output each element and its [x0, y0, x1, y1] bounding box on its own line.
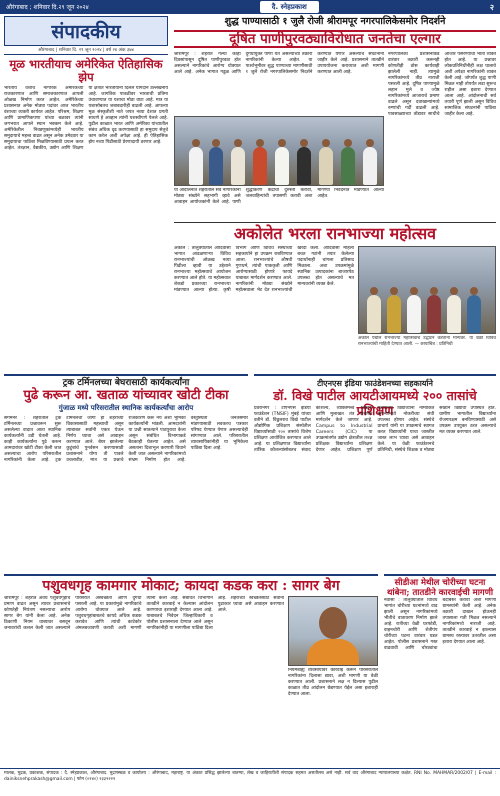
top-story-body-bottom: या आंदोलनात शहरातील सर्व नागरिकांनी मोठ्या संख्येने सहभागी व्हावे असे आवाहन आयोजकांनी केले आहे. पाणी शुद्धीकरण केंद्राची दुरुस्ती करावी, जलवाहिन्यांची तपासणी करावी अशा मागण्या निवेदनात मांडण्यात आल्या आहेत.: [174, 188, 384, 205]
top-story-photo: [174, 116, 384, 186]
top-story-body: श्रीरामपूर : शहरात गेल्या काही दिवसांपासून दूषित पाणीपुरवठा होत असल्याने नागरिकांचे आरोग्य धोक्यात आले आहे. अनेक भागात गढूळ आणि दुर्गंधीयुक्त पाणी येत असल्याच्या तक्रारी नागरिकांनी केल्या आहेत. या पार्श्वभूमीवर शुद्ध पाण्याच्या मागणीसाठी १ जुलै रोजी नगरपालिकेसमोर निदर्शने करण्यात येणार असल्याचे संघटनांनी जाहीर केले आहे. प्रशासनाने तातडीने उपाययोजना कराव्यात अशी मागणी करण्यात आली आहे.: [174, 52, 384, 75]
top-bar: [0, 0, 500, 14]
seedi-story-headline: सीडीआ मेथील चोरीच्या घटना थांबेना; तातडीने कारवाईची मागणी: [384, 574, 496, 598]
truck-story-headline: पुढे करून आ. खताळ यांच्यावर खोटी टीका: [23, 388, 229, 403]
akola-body: अकोले : तालुक्यातील आदिवासी भागात आढळणाऱ्या विविध रानभाज्यांची ओळख नव्या पिढीला व्हावी या उद्देशाने रानभाज्या महोत्सवाचे आयोजन करण्यात आले होते. या महोत्सवात शेकडो प्रकारच्या रानभाज्या मांडण्यात आल्या होत्या. कृषी विभाग आणि विविध संस्थांच्या सहकार्याने हा उपक्रम राबविण्यात आला. रानभाज्यांचे औषधी गुणधर्म, त्यांची पाककृती आणि आरोग्यासाठी होणारे फायदे याबाबत मार्गदर्शन करण्यात आले. नागरिकांनी मोठ्या संख्येने महोत्सवाला भेट देत रानभाज्यांची खरेदी केली. आदिवासी महिला बचत गटांनी तयार केलेल्या पदार्थांनाही चांगला प्रतिसाद मिळाला. अशा उपक्रमांमुळे स्थानिक उत्पादकांना बाजारपेठ उपलब्ध होत असल्याचे मत मान्यवरांनी व्यक्त केले.: [174, 246, 354, 293]
editorial-meta: औरंगाबाद | शनिवार दि. २९ जून २०२४ | वर्ष २४ अंक ३७४: [4, 47, 168, 55]
editorial-masthead: संपादकीय: [4, 16, 168, 46]
pashu-story-portrait: [288, 596, 378, 666]
editorial-body: भारतीय वंशाचे नागरिक अमेरिकेच्या राजकारणात आणि समाजकारणात आपली ओळख निर्माण करत आहेत. अमेरिकेच्या प्रशासनात अनेक मोठ्या पदांवर आज भारतीय वंशाच्या व्यक्ती कार्यरत आहेत. परिश्रम, शिक्षण आणि प्रामाणिकपणा यांच्या बळावर त्यांनी जगभरात आपले स्थान भक्कम केले आहे. अमेरिकेतील निवडणुकांमध्येही भारतीय समुदायाचे महत्त्व वाढत असून अनेक उमेदवार या समुदायाचा पाठिंबा मिळविण्यासाठी प्रयत्न करत आहेत. तंत्रज्ञान, वैद्यकीय, उद्योग आणि शिक्षण या क्षेत्रांत भारतीयांनी दिलेले योगदान उल्लेखनीय आहे. जागतिक पातळीवर भारताची प्रतिमा उंचावण्यात या यशाचा मोठा वाटा आहे. मात्र या यशासोबतच जबाबदारीही वाढली आहे. आपल्या मूळ संस्कृतीशी नाते जपत नव्या देशात प्रगती साधणे हे आव्हान त्यांनी यशस्वीपणे पेलले आहे. पुढील काळात भारत आणि अमेरिका यांच्यातील संबंध अधिक दृढ करण्यासाठी हा समुदाय सेतूचे काम करेल अशी अपेक्षा आहे. ही ऐतिहासिक झेप नव्या पिढीसाठी प्रेरणादायी ठरणार आहे.: [4, 86, 168, 151]
tns-story-kicker: टीएनएस इंडिया फाउंडेशनच्या सहकार्याने: [254, 374, 496, 389]
tns-story-body: प्रवरानगर : टीएनएस इंडिया फाउंडेशन (TNSIF) मुंबई यांच्या वतीने डॉ. विठ्ठलराव विखे पाटील औद्योगिक प्रशिक्षण संस्थेतील विद्यार्थ्यांसाठी २०० तासांचे विशेष प्रशिक्षण आयोजित करण्यात आले आहे. या प्रशिक्षणात विद्यार्थ्यांना तांत्रिक कौशल्यांसोबतच संवाद कौशल्य, व्यक्तिमत्त्व विकास आणि मुलाखत तंत्र याबाबत मार्गदर्शन केले जाणार आहे. Campus to Industrial Careers (CIC) या उपक्रमांतर्गत उद्योग क्षेत्रातील तज्ज्ञ प्रशिक्षक विद्यार्थ्यांना प्रशिक्षण देणार आहेत. प्रशिक्षण पूर्ण करणाऱ्या विद्यार्थ्यांना नामांकित कंपन्यांमध्ये नोकरीच्या संधी उपलब्ध होणार आहेत. संस्थेचे प्राचार्य यांनी या उपक्रमाचे स्वागत करत विद्यार्थ्यांनी याचा जास्तीत जास्त लाभ घ्यावा असे आवाहन केले. या वेळी फाउंडेशनचे प्रतिनिधी, संस्थेचे शिक्षक व मोठ्या संख्येने विद्यार्थी उपस्थित होते. ग्रामीण भागातील विद्यार्थ्यांना रोजगारक्षम बनविण्यासाठी असे उपक्रम उपयुक्त ठरत असल्याचे मत व्यक्त करण्यात आले.: [254, 406, 496, 453]
pashu-story-headline: पशुवधगृह कामगार मोकाट; कायदा कडक करा : सागर बेग: [4, 574, 378, 594]
top-story-headline: दूषित पाणीपुरवठ्याविरोधात जनतेचा एल्गार: [174, 30, 496, 48]
imprint-footer: मालक, मुद्रक, प्रकाशक, संपादक : दै. स्नेहप्रकाश, औरंगाबाद. मुद्रणस्थळ व कार्यालय : औरंगाबाद, महाराष्ट्र. या अंकात प्रसिद्ध झालेल्या बातम्या, लेख व जाहिरातींशी संपादक सहमत असतीलच असे नाही. सर्व वाद औरंगाबाद न्यायालयाच्या कक्षेत. RNI No. MAHMAR/2002/07 | E-mail : dainiksnehprakash@gmail.com | फोन (०२४०) २३३२२२२: [0, 768, 500, 796]
editorial-headline: मूळ भारतीयाच अमेरिकेत ऐतिहासिक झेप: [9, 57, 163, 84]
truck-story-kicker: ट्रक टर्मिनलच्या बेघरासाठी कार्यकर्त्यांना: [4, 374, 248, 389]
akola-photo: [358, 246, 496, 334]
page-number: २: [489, 2, 494, 12]
pashu-story-body-continued: नियमबाह्य व्यवसायांवर कारवाई करून परिसरातील नागरिकांना दिलासा द्यावा, अशी मागणी या वेळी करण्यात आली. प्रशासनाने लक्ष न दिल्यास पुढील काळात तीव्र आंदोलन छेडण्यात येईल असा इशाराही देण्यात आला.: [288, 668, 378, 697]
akola-photo-caption: अकोले येथील रानभाज्या महोत्सवाचे उद्घाटन करताना मान्यवर. या वेळी विविध रानभाज्यांची माहिती देण्यात आली. — छायाचित्र : प्रतिनिधी: [358, 336, 496, 347]
pashu-story-body: श्रीरामपूर : शहरात अवैध पशुवधगृहांचे प्रमाण वाढत असून त्यावर प्रशासनाचे कोणतेही नियंत्रण नसल्याचा आरोप सागर बेग यांनी केला आहे. अनेक ठिकाणी नियम धाब्यावर बसवून जनावरांची कत्तल केली जात असल्याने परिसरात अस्वच्छता आणि दुर्गंधी पसरली आहे. या प्रकारांमुळे नागरिकांचे आरोग्य धोक्यात आले आहे. पशुवधगृहांबाबतचे कायदे अधिक कडक करावेत आणि त्यांची काटेकोर अंमलबजावणी करावी अशी मागणी त्यांनी केली आहे. संबंधित विभागाने तातडीने कारवाई न केल्यास आंदोलन करण्याचा इशाराही देण्यात आला आहे. याबाबतचे निवेदन जिल्हाधिकारी व पोलीस प्रशासनाला देण्यात आले असून नागरिकांनीही या मागणीला पाठिंबा दिला आहे. शहराच्या स्वच्छतेसाठी सर्वांनी पुढाकार घ्यावा असे आवाहन करण्यात आले.: [4, 596, 284, 631]
issue-date: औरंगाबाद ; शनिवार दि.२९ जून २०२४: [6, 4, 89, 11]
top-story-kicker: शुद्ध पाण्यासाठी १ जुलै रोजी श्रीरामपूर नगरपालिकेसमोर निदर्शने: [224, 16, 446, 27]
akola-headline: अकोलेत भरला रानभाज्या महोत्सव: [174, 222, 496, 244]
top-story-body-right: नगरपालिका प्रशासनाकडे वारंवार तक्रारी करूनही कोणतीही ठोस कार्यवाही झालेली नाही. त्यामुळे नागरिकांमध्ये तीव्र नाराजी पसरली आहे. दूषित पाण्यामुळे लहान मुले व ज्येष्ठ नागरिकांमध्ये आजाराचे प्रमाण वाढले असून दवाखान्यांमध्ये रुग्णांची गर्दी वाढली आहे. पावसाळ्याच्या तोंडावर साथीचे आजार पसरण्याची भीती व्यक्त होत आहे. या प्रश्नावर लोकप्रतिनिधींनीही लक्ष घालावे अशी अपेक्षा नागरिकांनी व्यक्त केली आहे. जोपर्यंत शुद्ध पाणी मिळत नाही तोपर्यंत लढा सुरूच राहील असा इशारा देण्यात आला आहे. आंदोलनाची सर्व तयारी पूर्ण झाली असून विविध सामाजिक संघटनांनी पाठिंबा जाहीर केला आहे.: [388, 52, 496, 117]
seedi-story-body: नेवासा : तालुक्यातील विविध भागांत चोरीच्या घटनांमध्ये वाढ झाली असून नागरिकांमध्ये भीतीचे वातावरण निर्माण झाले आहे. रात्रीच्या वेळी घरफोडी, वाहनचोरी आणि शेतीपंप चोरीच्या घटना वारंवार घडत आहेत. पोलीस प्रशासनाने गस्त वाढवावी आणि चोरट्यांचा बंदोबस्त करावा अशी मागणी ग्रामस्थांनी केली आहे. अनेक तक्रारी दाखल होऊनही तपासाला गती मिळत नसल्याने नागरिकांमध्ये नाराजी आहे. तातडीने कारवाई न झाल्यास ग्रामस्थ रस्त्यावर उतरतील असा इशारा देण्यात आला आहे.: [384, 598, 496, 651]
paper-name: दै. स्नेहप्रकाश: [260, 1, 319, 13]
tns-story-headline: डॉ. विखे पाटील आयटीआयमध्ये २०० तासांचे प्रशिक्षण: [273, 388, 477, 418]
truck-story-body: संगमनेर : शहरातील ट्रक टर्मिनलच्या प्रश्नावरून सुरू असलेल्या वादात आता स्थानिक कार्यकर्त्यांनी उडी घेतली आहे. काही कार्यकर्त्यांना पुढे करून आमदारांवर खोटी टीका केली जात असल्याचा आरोप परिसरातील नागरिकांनी केला आहे. ट्रक टर्मिनलची जागा ही शहराच्या विकासासाठी महत्त्वाची असून त्याबाबत सर्वांनी एकत्र येऊन निर्णय घ्यावा असे आवाहन करण्यात आले. बेघर झालेल्या कुटुंबांचे पुनर्वसन करण्यासाठी प्रशासनाने योग्य ती पावले उचलावीत, मात्र या प्रश्नाचे राजकारण करू नये अशी भूमिका कार्यकर्त्यांनी मांडली. आमदारांनी या प्रश्नी सातत्याने पाठपुरावा केला असून संबंधित विभागाकडे बैठकाही घेतल्या आहेत. असे असताना दिशाभूल करणारी विधाने केली जात असल्याने नागरिकांमध्ये संभ्रम निर्माण होत आहे. वस्तुस्थिती जनतेसमोर मांडण्यासाठी लवकरच पत्रकार परिषद घेण्यात येणार असल्याचेही सांगण्यात आले. परिसरातील व्यावसायिकांनीही या भूमिकेला पाठिंबा दिला आहे.: [4, 416, 248, 463]
truck-story-subhead: गुंजाळ मध्ये परिसरातील स्थानिक कार्यकर्त्यांचा आरोप: [58, 404, 194, 412]
